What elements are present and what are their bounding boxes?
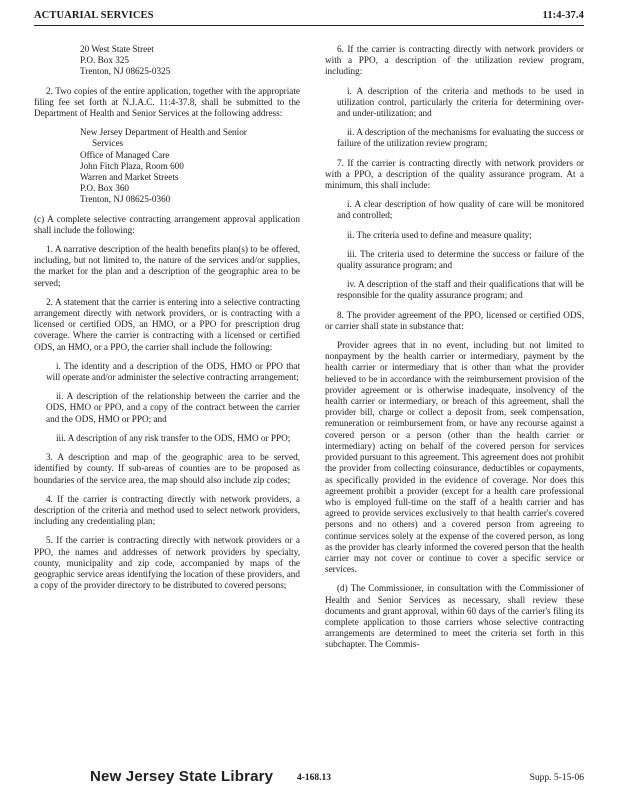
- supplement-date: Supp. 5-15-06: [529, 773, 584, 783]
- paragraph-c-6-ii: ii. A description of the mechanisms for evaluating the success or failure of the utilization review program;: [337, 127, 584, 149]
- address-line: P.O. Box 325: [80, 55, 130, 66]
- right-column: [325, 44, 584, 659]
- paragraph-c-7-iv: iv. A description of the staff and their qualifications that will be responsible for the quality assurance program; and: [337, 279, 584, 301]
- address-line: Warren and Market Streets: [80, 172, 179, 183]
- address-line: P.O. Box 360: [80, 183, 130, 194]
- paragraph-c-7-iii: iii. The criteria used to determine the success or failure of the quality assurance program; and: [337, 248, 584, 271]
- paragraph-c-2-ii: ii. A description of the relationship between the carrier and the ODS, HMO or PPO, and a copy of the contract between the carrier and the ODS, HMO or PPO; and: [46, 391, 300, 424]
- page-number: 4-168.13: [297, 773, 332, 783]
- address-block-2: [80, 127, 300, 205]
- paragraph-c-2-i: i. The identity and a description of the ODS, HMO or PPO that will operate and/or administer the selective contracting arrangement;: [46, 360, 300, 383]
- address-line: Trenton, NJ 08625-0325: [80, 66, 171, 77]
- library-stamp: New Jersey State Library: [90, 768, 274, 785]
- address-line: Services: [92, 138, 124, 149]
- page-footer: [34, 768, 584, 790]
- header-section-number: 11:4-37.4: [542, 10, 584, 21]
- paragraph-c-2: 2. A statement that the carrier is entering into a selective contracting arrangement directly with network providers, or is contracting with a licensed or certified ODS, an HMO, or a PPO for prescription drug coverage. Where the carrier is contracting with a licensed or certified ODS, an HMO, or a PPO, the carrier shall include the following:: [34, 296, 300, 352]
- address-line: New Jersey Department of Health and Senior: [80, 127, 247, 138]
- paragraph-d: (d) The Commissioner, in consultation with the Commissioner of Health and Senior Services as necessary, shall review these documents and grant approval, within 60 days of the carrier's filing its complete application to those carriers whose selective contracting arrangements are determined to meet the criteria set forth in this subchapter. The Commis-: [325, 583, 584, 650]
- paragraph-c-1: 1. A narrative description of the health benefits plan(s) to be offered, including, but not limited to, the nature of the services and/or supplies, the market for the plan and a description of the geographic area to be served;: [34, 244, 300, 288]
- address-line: Trenton, NJ 08625-0360: [80, 194, 171, 205]
- paragraph-c-3: 3. A description and map of the geographic area to be served, identified by county. If sub-areas of counties are to be proposed as boundaries of the service area, the map should also include zip codes;: [34, 452, 300, 485]
- running-header: [34, 9, 584, 26]
- paragraph-c-8: 8. The provider agreement of the PPO, licensed or certified ODS, or carrier shall state in substance that:: [325, 309, 584, 331]
- paragraph-c-2-iii: iii. A description of any risk transfer to the ODS, HMO or PPO;: [56, 432, 291, 443]
- address-line: John Fitch Plaza, Room 600: [80, 160, 184, 171]
- left-column: [34, 44, 300, 599]
- paragraph-c-5: 5. If the carrier is contracting directly with network providers or a PPO, the names and addresses of network providers by specialty, county, municipality and zip code, accompanied by maps of the geographic service areas identifying the location of these providers, and a copy of the provider directory to be distributed to covered persons;: [34, 535, 300, 591]
- header-section-title: ACTUARIAL SERVICES: [34, 10, 154, 21]
- address-line: Office of Managed Care: [80, 149, 170, 160]
- paragraph-c-6: 6. If the carrier is contracting directly with network providers or with a PPO, a description of the utilization review program, including:: [325, 44, 584, 77]
- provider-agreement-text: Provider agrees that in no event, including but not limited to nonpayment by the health carrier or intermediary, payment by the health carrier or intermediary that is other than what the provider believed to be in accordance with the reimbursement provision of the provider agreement or is otherwise inadequate, insolvency of the health carrier or intermediary, or breach of this agreement, shall the provider bill, charge or collect a deposit from, seek compensation, remuneration or reimbursement from, or have any recourse against a covered person or a person (other than the health carrier or intermediary) acting on behalf of the covered person for services provided pursuant to this agreement. This agreement does not prohibit the provider from collecting coinsurance, deductibles or copayments, as specifically provided in the evidence of coverage. Nor does this agreement prohibit a provider (except for a health care professional who is employed full-time on the staff of a health carrier and has agreed to provide services exclusively to that health carrier's covered persons and no others) and a covered person from agreeing to continue services solely at the expense of the covered person, as long as the provider has clearly informed the covered person that the health carrier may not cover or continue to cover a specific service or services.: [325, 340, 584, 575]
- paragraph-c-7-ii: ii. The criteria used to define and measure quality;: [347, 229, 532, 240]
- paragraph-2: 2. Two copies of the entire application, together with the appropriate filing fee set forth at N.J.A.C. 11:4-37.8, shall be submitted to the Department of Health and Senior Services at the following address:: [34, 85, 300, 119]
- paragraph-c: (c) A complete selective contracting arrangement approval application shall include the following:: [34, 213, 300, 235]
- paragraph-c-7-i: i. A clear description of how quality of care will be monitored and controlled;: [337, 199, 584, 221]
- paragraph-c-4: 4. If the carrier is contracting directly with network providers, a description of the criteria and method used to select network providers, including any credentialing plan;: [34, 493, 300, 527]
- paragraph-c-7: 7. If the carrier is contracting directly with network providers or with a PPO, a description of the quality assurance program. At a minimum, this shall include:: [325, 157, 584, 191]
- address-block-1: [80, 44, 300, 78]
- paragraph-c-6-i: i. A description of the criteria and methods to be used in utilization control, particularly the criteria for determining over- and under-utilization; and: [337, 85, 584, 119]
- address-line: 20 West State Street: [80, 44, 154, 54]
